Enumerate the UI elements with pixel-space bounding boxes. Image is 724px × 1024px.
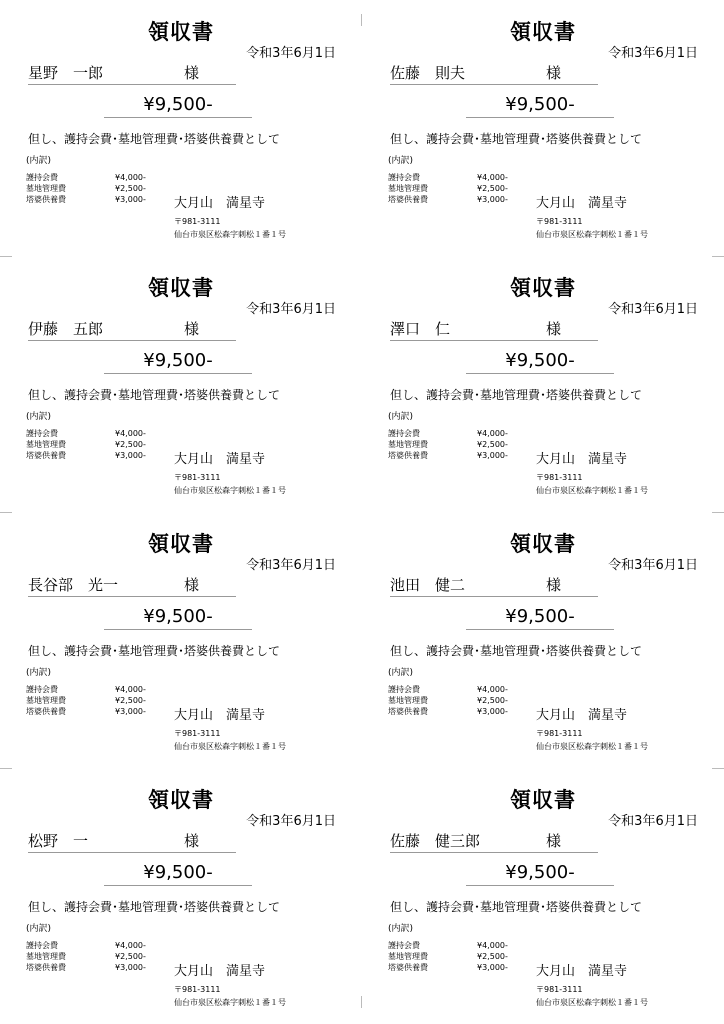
receipt-title: 領収書 <box>148 532 214 556</box>
issuer-address: 仙台市泉区松森字刺松１番１号 <box>536 486 648 495</box>
breakdown-item <box>388 194 513 205</box>
breakdown-list <box>388 428 513 461</box>
breakdown-item <box>26 194 151 205</box>
breakdown-item-price: ¥3,000- <box>115 451 146 460</box>
issuer-name: 大月山 満星寺 <box>536 196 628 211</box>
breakdown-item-price: ¥2,500- <box>477 184 508 193</box>
receipt-amount: ¥9,500- <box>466 94 614 118</box>
breakdown-item-price: ¥2,500- <box>115 696 146 705</box>
breakdown-item-price: ¥2,500- <box>115 184 146 193</box>
breakdown-item-price: ¥2,500- <box>115 952 146 961</box>
receipt <box>0 0 362 256</box>
breakdown-item-label: 護持会費 <box>388 429 420 438</box>
receipt <box>0 768 362 1024</box>
recipient-name: 星野 一郎 <box>28 62 236 85</box>
receipt-amount: ¥9,500- <box>104 94 252 118</box>
breakdown-heading: (内訳) <box>388 412 414 422</box>
breakdown-item-label: 塔婆供養費 <box>388 963 428 972</box>
breakdown-item-label: 墓地管理費 <box>26 184 66 193</box>
issuer-postal-code: 〒981-3111 <box>174 985 221 994</box>
breakdown-item-label: 塔婆供養費 <box>388 451 428 460</box>
breakdown-item <box>26 940 151 951</box>
breakdown-item <box>388 706 513 717</box>
breakdown-item-price: ¥3,000- <box>115 195 146 204</box>
receipt-date: 令和3年6月1日 <box>246 46 336 61</box>
breakdown-list <box>26 940 151 973</box>
breakdown-item-label: 護持会費 <box>26 685 58 694</box>
breakdown-item-price: ¥4,000- <box>477 941 508 950</box>
receipt-title: 領収書 <box>510 788 576 812</box>
issuer-postal-code: 〒981-3111 <box>174 729 221 738</box>
issuer-postal-code: 〒981-3111 <box>174 473 221 482</box>
breakdown-item-label: 塔婆供養費 <box>26 195 66 204</box>
issuer-postal-code: 〒981-3111 <box>536 985 583 994</box>
receipt-date: 令和3年6月1日 <box>608 302 698 317</box>
honorific: 様 <box>546 576 562 594</box>
recipient-name: 伊藤 五郎 <box>28 318 236 341</box>
breakdown-item-price: ¥4,000- <box>477 429 508 438</box>
receipt <box>0 256 362 512</box>
receipt-amount: ¥9,500- <box>466 350 614 374</box>
receipt-title: 領収書 <box>148 276 214 300</box>
breakdown-item-price: ¥3,000- <box>477 707 508 716</box>
breakdown-item-label: 塔婆供養費 <box>388 195 428 204</box>
issuer-postal-code: 〒981-3111 <box>536 473 583 482</box>
honorific: 様 <box>546 64 562 82</box>
breakdown-item <box>388 940 513 951</box>
breakdown-heading: (内訳) <box>26 924 52 934</box>
breakdown-item-price: ¥4,000- <box>115 429 146 438</box>
breakdown-item <box>26 684 151 695</box>
issuer-name: 大月山 満星寺 <box>536 452 628 467</box>
issuer-address: 仙台市泉区松森字刺松１番１号 <box>536 742 648 751</box>
breakdown-item <box>388 951 513 962</box>
receipt <box>362 768 724 1024</box>
receipt <box>362 512 724 768</box>
breakdown-item <box>388 695 513 706</box>
breakdown-item-price: ¥4,000- <box>115 685 146 694</box>
breakdown-item-price: ¥3,000- <box>477 451 508 460</box>
receipt <box>362 256 724 512</box>
receipt-title: 領収書 <box>510 20 576 44</box>
breakdown-item-label: 塔婆供養費 <box>26 707 66 716</box>
breakdown-heading: (内訳) <box>26 156 52 166</box>
recipient-name: 池田 健二 <box>390 574 598 597</box>
cut-mark <box>361 14 362 26</box>
receipt-purpose: 但し、護持会費･墓地管理費･塔婆供養費として <box>390 900 643 914</box>
issuer-address: 仙台市泉区松森字刺松１番１号 <box>536 998 648 1007</box>
breakdown-item-label: 塔婆供養費 <box>388 707 428 716</box>
breakdown-item <box>388 172 513 183</box>
breakdown-heading: (内訳) <box>388 924 414 934</box>
breakdown-list <box>388 684 513 717</box>
breakdown-item-label: 護持会費 <box>388 941 420 950</box>
honorific: 様 <box>184 64 200 82</box>
receipt-purpose: 但し、護持会費･墓地管理費･塔婆供養費として <box>28 644 281 658</box>
issuer-address: 仙台市泉区松森字刺松１番１号 <box>174 998 286 1007</box>
breakdown-item-label: 墓地管理費 <box>388 696 428 705</box>
breakdown-item-label: 護持会費 <box>388 173 420 182</box>
breakdown-list <box>388 940 513 973</box>
breakdown-heading: (内訳) <box>388 156 414 166</box>
breakdown-item-label: 墓地管理費 <box>388 952 428 961</box>
breakdown-item <box>26 450 151 461</box>
breakdown-item-label: 護持会費 <box>26 941 58 950</box>
honorific: 様 <box>184 576 200 594</box>
recipient-name: 佐藤 則夫 <box>390 62 598 85</box>
recipient-name: 松野 一 <box>28 830 236 853</box>
receipt-purpose: 但し、護持会費･墓地管理費･塔婆供養費として <box>28 132 281 146</box>
breakdown-item-price: ¥3,000- <box>477 195 508 204</box>
receipt-amount: ¥9,500- <box>104 862 252 886</box>
breakdown-list <box>388 172 513 205</box>
cut-mark <box>0 256 12 257</box>
issuer-address: 仙台市泉区松森字刺松１番１号 <box>174 230 286 239</box>
breakdown-item-price: ¥2,500- <box>477 696 508 705</box>
breakdown-item-label: 墓地管理費 <box>26 440 66 449</box>
issuer-name: 大月山 満星寺 <box>536 964 628 979</box>
issuer-postal-code: 〒981-3111 <box>536 217 583 226</box>
breakdown-item-label: 塔婆供養費 <box>26 963 66 972</box>
breakdown-item-price: ¥4,000- <box>115 173 146 182</box>
breakdown-item-label: 護持会費 <box>26 429 58 438</box>
breakdown-item <box>26 695 151 706</box>
receipt-purpose: 但し、護持会費･墓地管理費･塔婆供養費として <box>390 132 643 146</box>
receipt-date: 令和3年6月1日 <box>246 814 336 829</box>
honorific: 様 <box>546 832 562 850</box>
receipt <box>362 0 724 256</box>
issuer-postal-code: 〒981-3111 <box>536 729 583 738</box>
cut-mark <box>712 512 724 513</box>
breakdown-heading: (内訳) <box>388 668 414 678</box>
issuer-postal-code: 〒981-3111 <box>174 217 221 226</box>
breakdown-item-price: ¥3,000- <box>115 963 146 972</box>
receipt-amount: ¥9,500- <box>104 350 252 374</box>
cut-mark <box>0 512 12 513</box>
breakdown-list <box>26 684 151 717</box>
breakdown-item-label: 墓地管理費 <box>26 952 66 961</box>
issuer-address: 仙台市泉区松森字刺松１番１号 <box>536 230 648 239</box>
recipient-name: 長谷部 光一 <box>28 574 236 597</box>
breakdown-item <box>26 183 151 194</box>
receipt-date: 令和3年6月1日 <box>246 558 336 573</box>
breakdown-item-price: ¥3,000- <box>477 963 508 972</box>
breakdown-heading: (内訳) <box>26 412 52 422</box>
breakdown-item <box>388 428 513 439</box>
breakdown-item-price: ¥2,500- <box>477 440 508 449</box>
issuer-name: 大月山 満星寺 <box>174 452 266 467</box>
receipt-amount: ¥9,500- <box>466 606 614 630</box>
breakdown-item <box>26 439 151 450</box>
receipt <box>0 512 362 768</box>
issuer-name: 大月山 満星寺 <box>174 708 266 723</box>
breakdown-item-price: ¥4,000- <box>477 685 508 694</box>
breakdown-item <box>26 951 151 962</box>
receipt-title: 領収書 <box>148 788 214 812</box>
receipt-date: 令和3年6月1日 <box>608 814 698 829</box>
receipt-title: 領収書 <box>510 532 576 556</box>
receipt-title: 領収書 <box>510 276 576 300</box>
issuer-name: 大月山 満星寺 <box>174 964 266 979</box>
honorific: 様 <box>184 320 200 338</box>
receipt-purpose: 但し、護持会費･墓地管理費･塔婆供養費として <box>28 900 281 914</box>
receipt-date: 令和3年6月1日 <box>608 558 698 573</box>
breakdown-item-label: 護持会費 <box>388 685 420 694</box>
recipient-name: 澤口 仁 <box>390 318 598 341</box>
cut-mark <box>0 768 12 769</box>
breakdown-item-price: ¥2,500- <box>477 952 508 961</box>
breakdown-list <box>26 172 151 205</box>
issuer-name: 大月山 満星寺 <box>536 708 628 723</box>
breakdown-item-label: 墓地管理費 <box>26 696 66 705</box>
breakdown-item-label: 墓地管理費 <box>388 184 428 193</box>
receipt-purpose: 但し、護持会費･墓地管理費･塔婆供養費として <box>28 388 281 402</box>
breakdown-item <box>26 172 151 183</box>
breakdown-item <box>388 684 513 695</box>
breakdown-item <box>26 706 151 717</box>
breakdown-item <box>388 183 513 194</box>
recipient-name: 佐藤 健三郎 <box>390 830 598 853</box>
breakdown-item <box>26 428 151 439</box>
cut-mark <box>712 768 724 769</box>
receipt-date: 令和3年6月1日 <box>246 302 336 317</box>
breakdown-item-price: ¥3,000- <box>115 707 146 716</box>
honorific: 様 <box>546 320 562 338</box>
breakdown-item-label: 護持会費 <box>26 173 58 182</box>
receipt-amount: ¥9,500- <box>104 606 252 630</box>
issuer-name: 大月山 満星寺 <box>174 196 266 211</box>
breakdown-item-label: 塔婆供養費 <box>26 451 66 460</box>
receipt-amount: ¥9,500- <box>466 862 614 886</box>
breakdown-item <box>388 439 513 450</box>
breakdown-heading: (内訳) <box>26 668 52 678</box>
honorific: 様 <box>184 832 200 850</box>
cut-mark <box>361 996 362 1008</box>
breakdown-item <box>388 962 513 973</box>
breakdown-item <box>388 450 513 461</box>
cut-mark <box>712 256 724 257</box>
issuer-address: 仙台市泉区松森字刺松１番１号 <box>174 742 286 751</box>
issuer-address: 仙台市泉区松森字刺松１番１号 <box>174 486 286 495</box>
receipt-purpose: 但し、護持会費･墓地管理費･塔婆供養費として <box>390 388 643 402</box>
breakdown-item-label: 墓地管理費 <box>388 440 428 449</box>
receipt-purpose: 但し、護持会費･墓地管理費･塔婆供養費として <box>390 644 643 658</box>
receipt-title: 領収書 <box>148 20 214 44</box>
breakdown-list <box>26 428 151 461</box>
breakdown-item-price: ¥4,000- <box>115 941 146 950</box>
breakdown-item-price: ¥4,000- <box>477 173 508 182</box>
breakdown-item <box>26 962 151 973</box>
breakdown-item-price: ¥2,500- <box>115 440 146 449</box>
receipt-date: 令和3年6月1日 <box>608 46 698 61</box>
